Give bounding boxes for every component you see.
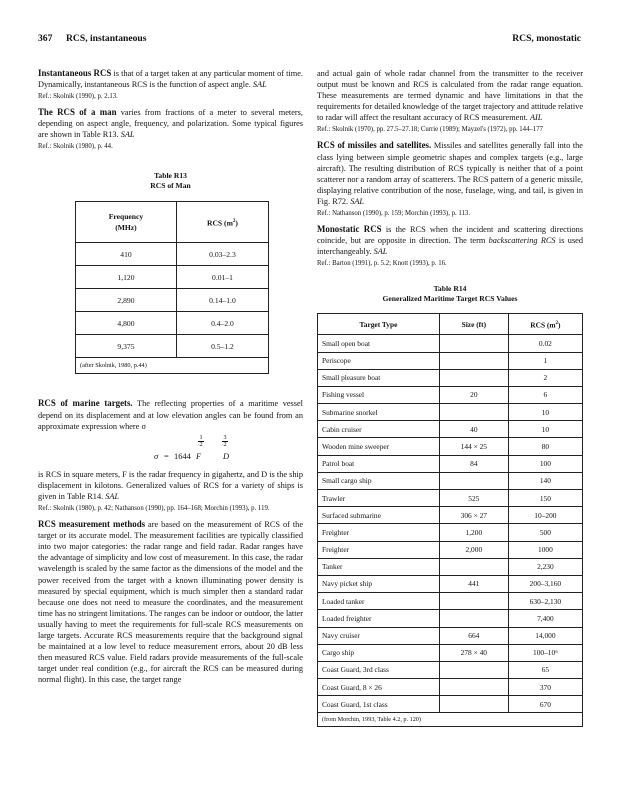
header-rcs: RCS $(m^2)$ [508, 314, 582, 335]
table-r14-body [318, 335, 583, 713]
table-row: Small pleasure boat 2 [318, 369, 583, 386]
table-row: 2,890 0.14–1.0 [76, 289, 269, 312]
table-row: Wooden mine sweeper 144 × 25 80 [318, 438, 583, 455]
table-row: Coast Guard, 1st class 670 [318, 696, 583, 713]
reference: Ref.: Skolnik (1990), p. 2.13. [38, 93, 118, 101]
header-size: Size (ft) [439, 314, 508, 335]
header-frequency: Frequency (MHz) [76, 202, 177, 243]
paragraph-measurement-methods: RCS measurement methods are based on the measurement of RCS of the target or its accurate model. The measurement facilities are typically classified into two major categories: the radar range and field radar. Radar ranges have the advantage of simplicity and low cost of measurement. In this case, the radar wavelength is scaled by the same factor as the dimensions of the model and the power received from the target with a known illuminating power density is measured by special equipment, which is much simpler then a standard radar because one does not need to measure the coordinates, and the measurement time has no stringent limitations. The ranges can be indoor or outdoor, the latter usually having to meet the requirements for full-scale RCS measurements on large targets. Accurate RCS measurements require that the background signal be maintained at a low level to reduce measurement errors, about 20 dB less then measured RCS value. Field radars provide measurements of the full-scale target under real condition (e.g., for aircraft the RCS can be measured during normal flight). In this case, the target range [38, 519, 304, 685]
paragraph-measurement-continued: and actual gain of whole radar channel from the transmitter to the receiver output must be known and RCS is calculated from the radar range equation. These measurements are termed dynamic and have limitations in that the requirements for detailed knowledge of the target trajectory and attitude relative to radar will affect the resultant accuracy of RCS measurement. AIL [317, 69, 583, 123]
reference: Ref.: Skolnik (1980), p. 44. [38, 143, 113, 151]
table-row: Submarine snorkel 10 [318, 404, 583, 421]
header-left-title: RCS, instantaneous [66, 33, 147, 44]
table-header-row [76, 202, 269, 243]
exponent-half: 1 2 [199, 433, 203, 449]
table-note-row: (after Skolnik, 1980, p.44) [76, 358, 269, 374]
table-row: Small cargo ship 140 [318, 472, 583, 489]
table-row: Freighter 1,200 500 [318, 524, 583, 541]
reference: Ref.: Skolnik (1980), p. 42; Nathanson (1990), pp. 164–168; Morchin (1993), p. 119. [38, 505, 270, 513]
term-monostatic-rcs: Monostatic RCS [317, 224, 382, 235]
reference: Ref.: Skolnik (1970), pp. 27.5–27.18; Currie (1989); Mayzel's (1972), pp. 144–177 [317, 126, 544, 134]
paragraph-instantaneous-rcs: Instantaneous RCS is that of a target taken at any particular moment of time. Dynamically, instantaneous RCS is the function of aspect angle. SAL [38, 68, 303, 90]
table-r13-caption: Table R13 RCS of Man [150, 171, 191, 191]
table-row: Navy picket ship 441 200–3,160 [318, 575, 583, 592]
table-row: Periscope 1 [318, 352, 583, 369]
table-r14 [317, 313, 583, 727]
term-missiles-satellites: RCS of missiles and satellites. [317, 140, 432, 151]
table-row: Cargo ship 278 × 40 100–10⁶ [318, 644, 583, 661]
right-column [317, 68, 583, 727]
term-measurement-methods: RCS measurement methods [38, 519, 146, 530]
table-note-row: (from Morchin, 1993, Table 4.2, p. 120) [318, 713, 583, 727]
table-row: Surfaced submarine 306 × 27 10–200 [318, 507, 583, 524]
header-target-type: Target Type [318, 314, 440, 335]
table-row: Small open boat 0.02 [318, 335, 583, 352]
header-right-title: RCS, monostatic [512, 33, 581, 44]
table-row: Fishing vessel 20 6 [318, 386, 583, 403]
running-header [38, 33, 581, 47]
header-rcs: RCS $(m^2)$ [176, 202, 268, 243]
table-row: Loaded tanker 630–2,130 [318, 593, 583, 610]
left-column [38, 68, 303, 685]
paragraph-missiles-satellites: RCS of missiles and satellites. Missiles and satellites generally fall into the class lying between simple geometric shapes and complex targets (e.g., large aircraft). The resulting distribution of RCS typically is neither that of a point scatterer nor a random array of scatterers. The RCS pattern of a generic missile, displaying relative contribution of the nose, fuselage, wing, and tail, is given in Fig. R72. SAL [317, 140, 583, 206]
paragraph-marine-targets: RCS of marine targets. The reflecting properties of a maritime vessel depend on its displacement and at low elevation angles can be found from an approximate expression where σ [38, 398, 303, 431]
term-marine-targets: RCS of marine targets. [38, 398, 133, 409]
table-row: Navy cruiser 664 14,000 [318, 627, 583, 644]
table-row: 1,120 0.01–1 [76, 266, 269, 289]
reference: Ref.: Nathanson (1990), p. 159; Morchin (1993), p. 113. [317, 210, 471, 218]
page-number: 367 [38, 33, 53, 44]
paragraph-formula-explanation: is RCS in square meters, F is the radar frequency in gigahertz, and D is the ship displacement in kilotons. Generalized values of RCS for a variety of ships is given in Table R14. SAL [38, 469, 303, 501]
paragraph-monostatic-rcs: Monostatic RCS is the RCS when the incident and scattering directions coincide, but are opposite in direction. The term backscattering RCS is used interchangeably. SAL [317, 224, 583, 257]
table-row: 410 0.03–2.3 [76, 243, 269, 266]
table-r13 [75, 201, 269, 374]
table-row: Patrol boat 84 100 [318, 455, 583, 472]
table-row: Cabin cruiser 40 10 [318, 421, 583, 438]
table-row: 4,800 0.4–2.0 [76, 312, 269, 335]
exponent-three-halves: 3 2 [223, 433, 227, 449]
term-rcs-of-man: The RCS of a man [38, 107, 117, 118]
reference: Ref.: Barton (1991), p. 5.2; Knott (1993), p. 16. [317, 260, 447, 268]
table-row: Trawler 525 150 [318, 490, 583, 507]
paragraph-rcs-of-man: The RCS of a man varies from fractions of a meter to several meters, depending on aspect angle, frequency, and polarization. Some typical figures are shown in Table R13. SAL [38, 107, 303, 140]
table-row: Coast Guard, 8 × 26 370 [318, 679, 583, 696]
table-row: Freighter 2,000 1000 [318, 541, 583, 558]
table-row: Coast Guard, 3rd class 65 [318, 661, 583, 678]
table-header-row [318, 314, 583, 335]
table-row: Tanker 2,230 [318, 558, 583, 575]
table-row: Loaded freighter 7,400 [318, 610, 583, 627]
term-instantaneous-rcs: Instantaneous RCS [38, 68, 112, 78]
table-r14-caption: Table R14 Generalized Maritime Target RCS Values [382, 284, 518, 304]
rcs-formula: σ = 1644 F D 1 2 3 2 [154, 433, 230, 461]
table-row: 9,375 0.5–1.2 [76, 335, 269, 358]
